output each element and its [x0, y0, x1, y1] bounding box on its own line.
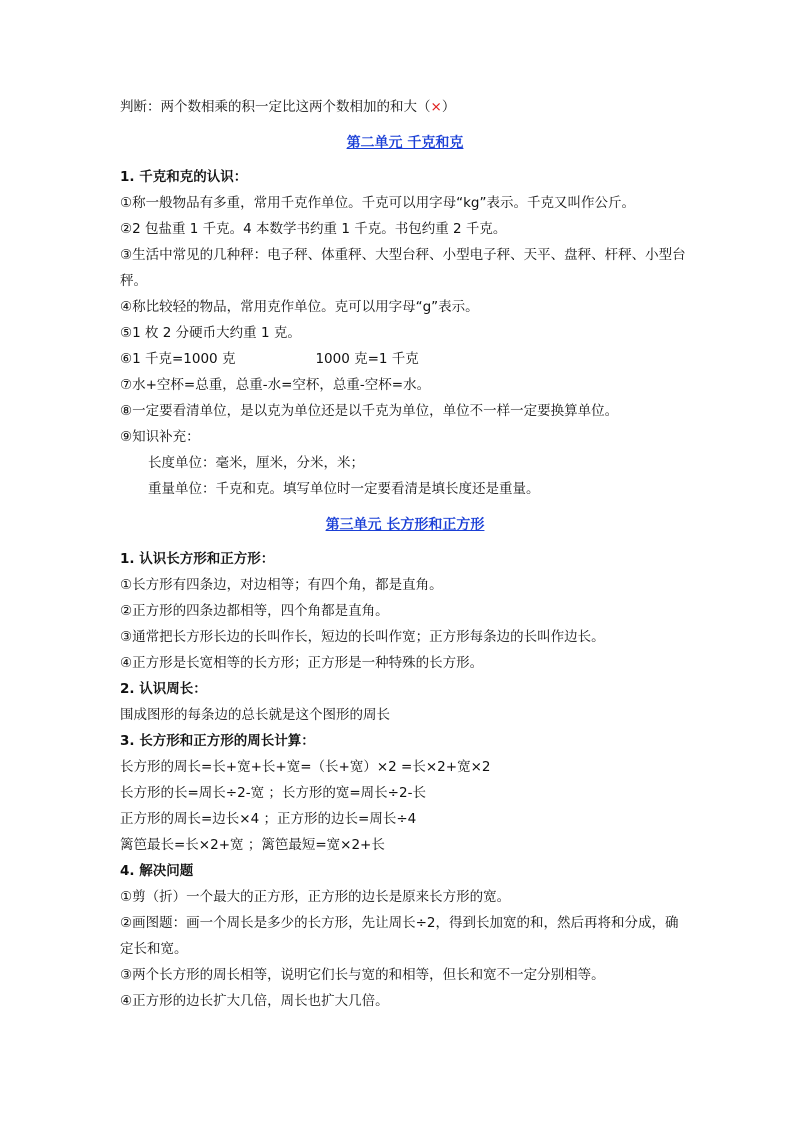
unit3-item-1-4: ④正方形是长宽相等的长方形；正方形是一种特殊的长方形。 — [120, 655, 484, 671]
unit3-item-3-3: 正方形的周长=边长×4 ；正方形的边长=周长÷4 — [120, 811, 417, 827]
unit3-item-4-1: ①剪（折）一个最大的正方形，正方形的边长是原来长方形的宽。 — [120, 889, 511, 905]
unit3-title[interactable]: 第三单元 长方形和正方形 — [325, 517, 485, 533]
judge-close: ） — [441, 99, 456, 115]
unit2-item-2: ②2 包盐重 1 千克。4 本数学书约重 1 千克。书包约重 2 千克。 — [120, 221, 507, 237]
unit3-item-2-1: 围成图形的每条边的总长就是这个图形的周长 — [120, 707, 390, 723]
unit3-item-1-3: ③通常把长方形长边的长叫作长，短边的长叫作宽；正方形每条边的长叫作边长。 — [120, 629, 605, 645]
unit3-item-1-1: ①长方形有四条边，对边相等；有四个角，都是直角。 — [120, 577, 443, 593]
unit2-item-7: ⑦水+空杯=总重，总重-水=空杯，总重-空杯=水。 — [120, 377, 431, 393]
unit3-item-3-4: 篱笆最长=长×2+宽 ；篱笆最短=宽×2+长 — [120, 837, 385, 853]
unit2-item-6a: ⑥1 千克=1000 克 — [120, 351, 236, 367]
unit2-item-8: ⑧一定要看清单位，是以克为单位还是以千克为单位，单位不一样一定要换算单位。 — [120, 403, 619, 419]
unit2-supp-1: 长度单位：毫米，厘米，分米，米； — [148, 455, 364, 471]
unit2-item-9: ⑨知识补充： — [120, 429, 200, 445]
unit3-subheading-3: 3. 长方形和正方形的周长计算： — [120, 733, 315, 749]
unit3-subheading-4: 4. 解决问题 — [120, 863, 194, 879]
unit2-item-6b: 1000 克=1 千克 — [315, 351, 419, 367]
unit3-item-3-2: 长方形的长=周长÷2-宽 ；长方形的宽=周长÷2-长 — [120, 785, 426, 801]
unit2-item-4: ④称比较轻的物品，常用克作单位。克可以用字母“g”表示。 — [120, 299, 479, 315]
unit3-item-3-1: 长方形的周长=长+宽+长+宽=（长+宽）×2 =长×2+宽×2 — [120, 759, 491, 775]
unit3-subheading-2: 2. 认识周长： — [120, 681, 207, 697]
judge-line — [120, 94, 690, 120]
unit2-supp-2: 重量单位：千克和克。填写单位时一定要看清是填长度还是重量。 — [148, 481, 540, 497]
unit2-item-1: ①称一般物品有多重，常用千克作单位。千克可以用字母“kg”表示。千克又叫作公斤。 — [120, 195, 635, 211]
judge-text: 判断：两个数相乘的积一定比这两个数相加的和大（ — [120, 99, 431, 115]
unit2-item-6 — [120, 346, 690, 372]
unit3-item-4-4: ④正方形的边长扩大几倍，周长也扩大几倍。 — [120, 993, 389, 1009]
unit2-item-3: ③生活中常见的几种秤：电子秤、体重秤、大型台秤、小型电子秤、天平、盘秤、杆秤、小型台秤。 — [120, 247, 686, 289]
unit3-subheading-1: 1. 认识长方形和正方形： — [120, 551, 275, 567]
unit3-item-4-3: ③两个长方形的周长相等，说明它们长与宽的和相等，但长和宽不一定分别相等。 — [120, 967, 605, 983]
unit2-item-5: ⑤1 枚 2 分硬币大约重 1 克。 — [120, 325, 301, 341]
document-content — [120, 94, 690, 1014]
unit3-item-4-2: ②画图题：画一个周长是多少的长方形，先让周长÷2，得到长加宽的和，然后再将和分成，确定长和宽。 — [120, 915, 679, 957]
unit3-item-1-2: ②正方形的四条边都相等，四个角都是直角。 — [120, 603, 389, 619]
cross-mark-icon: × — [430, 99, 442, 115]
unit2-subheading-1: 1. 千克和克的认识： — [120, 169, 248, 185]
unit2-title[interactable]: 第二单元 千克和克 — [346, 135, 464, 151]
